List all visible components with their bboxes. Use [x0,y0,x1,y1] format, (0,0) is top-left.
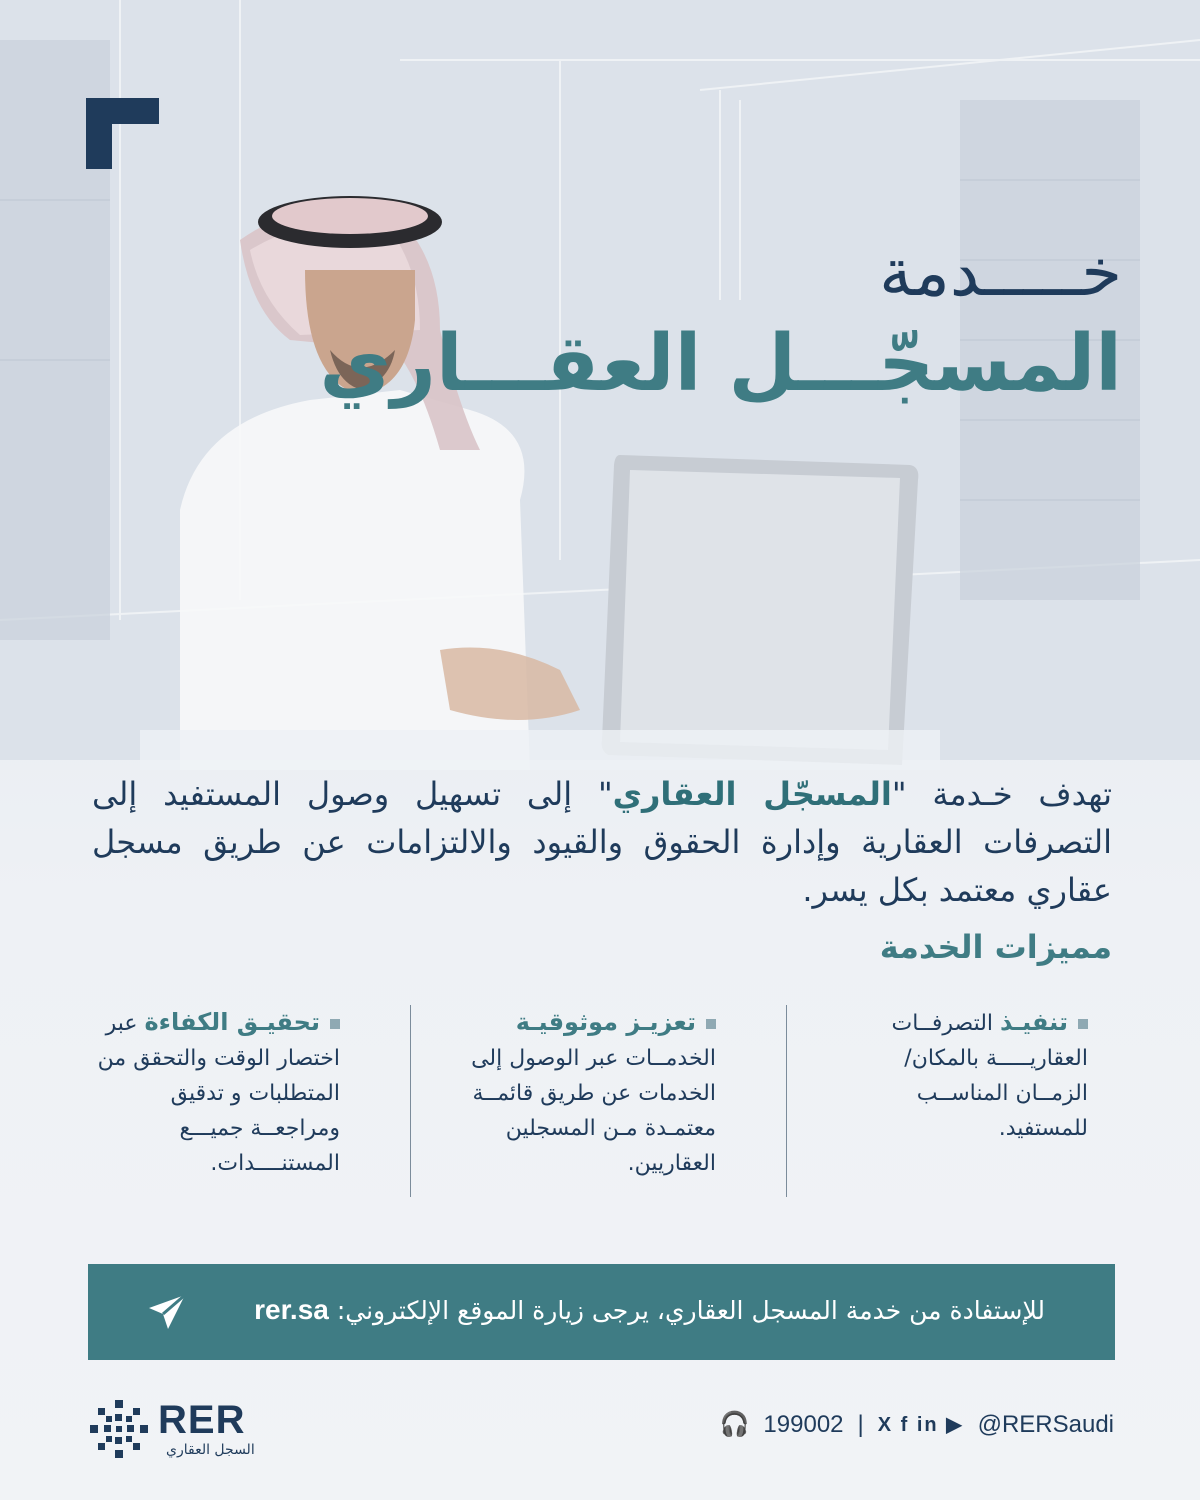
intro-paragraph [92,770,1112,914]
logo-name: RER [158,1398,246,1442]
banner-message: للإستفادة من خدمة المسجل العقاري، يرجى زيارة الموقع الإلكتروني: [336,1296,1045,1325]
website-banner[interactable] [88,1264,1115,1360]
feature-title: تعزيـز موثوقيـة [515,1008,696,1036]
footer-separator: | [857,1410,864,1438]
website-link[interactable]: rer.sa [254,1294,329,1325]
logo-subtitle: السجل العقاري [166,1442,255,1458]
social-icons[interactable]: X f in ▶ [877,1414,964,1436]
bullet-icon [330,1019,340,1029]
rer-logo [88,1398,288,1460]
footer-contact [720,1410,1114,1439]
rer-logo-icon [88,1398,150,1460]
feature-reliability [471,1005,716,1181]
intro-highlight: المسجّل العقاري [612,775,892,813]
corner-bracket-icon [86,98,159,169]
feature-efficiency [95,1005,340,1181]
feature-text: عبر اختصار الوقت والتحقق من المتطلبات و تدقيق ومراجعــة جميـــع المستنــــدات. [97,1011,340,1176]
send-icon [148,1294,186,1330]
headset-icon: 🎧 [719,1411,750,1438]
features-heading: مميزات الخدمة [879,928,1112,966]
feature-title: تحقيـق الكفاءة [144,1008,320,1036]
phone-number[interactable]: 199002 [763,1410,844,1438]
title-block [122,232,1122,412]
social-handle[interactable]: @RERSaudi [977,1410,1114,1438]
feature-divider [410,1005,411,1197]
title-line-2: المسجّـــل العقـــاري [319,319,1122,409]
feature-execution [843,1005,1088,1146]
intro-text-end: " إلى تسهيل وصول المستفيد إلى التصرفات العقارية وإدارة الحقوق والقيود والالتزامات عن طريق مسجل عقاري معتمد بكل يسر. [92,775,1112,909]
intro-text-start: تهدف خـدمة " [891,775,1113,813]
banner-text [254,1294,1045,1326]
feature-title: تنفيـذ [1000,1008,1068,1036]
title-line-1: خـــــدمة [879,234,1122,311]
feature-text: الخدمــات عبر الوصول إلى الخدمات عن طريق قائمــة معتمـدة مـن المسجلين العقاريين. [471,1046,716,1176]
bullet-icon [706,1019,716,1029]
feature-divider [786,1005,787,1197]
feature-text: التصرفــات العقاريـــــة بالمكان/ الزمــان المناســب للمستفيد. [891,1011,1088,1141]
bullet-icon [1078,1019,1088,1029]
